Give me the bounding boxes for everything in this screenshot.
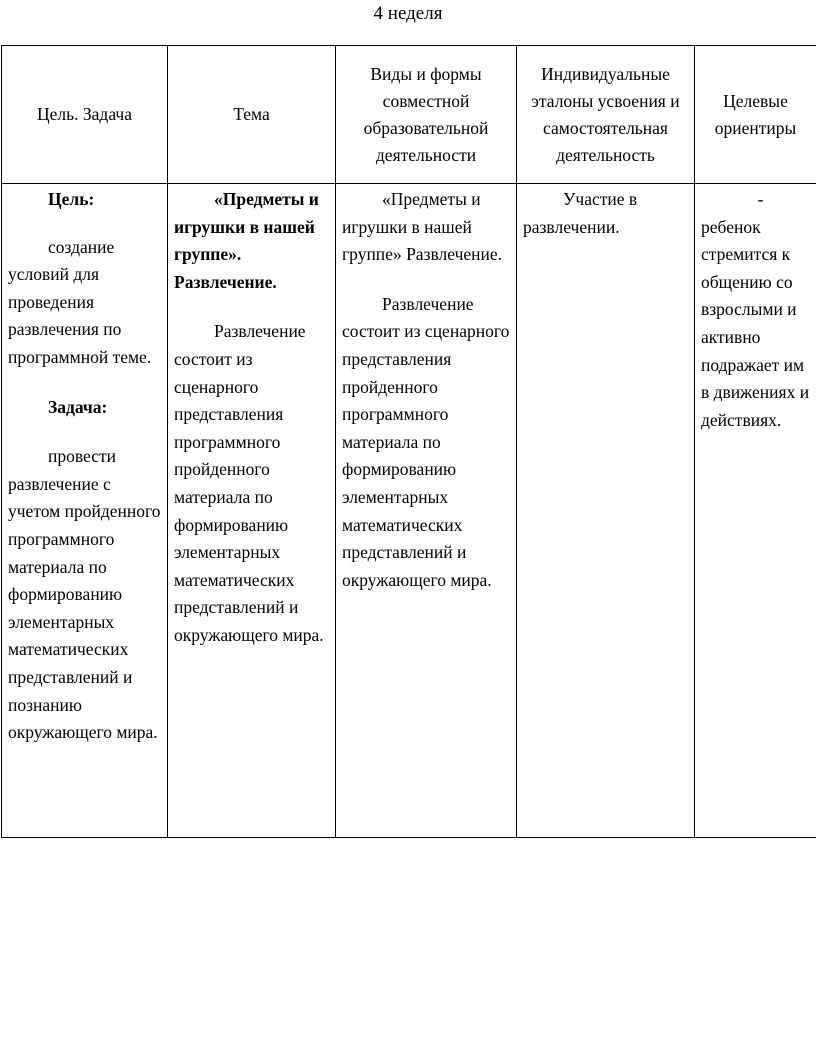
cell-goal-task bbox=[2, 184, 168, 838]
activity-theme: «Предметы и игрушки в нашей группе» Развлечение. bbox=[342, 189, 503, 265]
table-row bbox=[2, 184, 816, 838]
theme-title: «Предметы и игрушки в нашей группе». Развлечение. bbox=[174, 189, 319, 292]
header-theme bbox=[168, 46, 336, 184]
table-header-row bbox=[2, 46, 816, 184]
theme-description: Развлечение состоит из сценарного представления программного пройденного материала по формированию элементарных математических представлений и окружающего мира. bbox=[174, 321, 324, 645]
header-target-guidelines bbox=[695, 46, 816, 184]
cell-activity-forms bbox=[336, 184, 517, 838]
target-dash: - bbox=[757, 189, 764, 209]
target-text: ребенок стремится к общению со взрослыми и активно подражает им в движениях и действиях. bbox=[701, 216, 810, 430]
page-title: 4 неделя bbox=[373, 3, 443, 24]
task-label: Задача: bbox=[48, 396, 108, 417]
header-activity-forms bbox=[336, 46, 517, 184]
cell-theme bbox=[168, 184, 336, 838]
goal-label: Цель: bbox=[48, 189, 95, 209]
goal-text: создание условий для проведения развлечения по программной теме. bbox=[8, 236, 152, 367]
cell-individual-standards bbox=[517, 184, 695, 838]
header-activity-forms-label: Виды и формы совместной образовательной деятельности bbox=[363, 63, 489, 165]
header-goal-task-label: Цель. Задача bbox=[37, 104, 132, 124]
header-individual-standards-label: Индивидуальные эталоны усвоения и самостоятельная деятельность bbox=[531, 63, 680, 165]
header-goal-task bbox=[2, 46, 168, 184]
cell-target-guidelines bbox=[695, 184, 816, 838]
individual-standards-text: Участие в развлечении. bbox=[523, 189, 638, 237]
header-individual-standards bbox=[517, 46, 695, 184]
header-target-guidelines-label: Целевые ориентиры bbox=[714, 90, 797, 138]
plan-table bbox=[1, 45, 816, 838]
header-theme-label: Тема bbox=[233, 104, 270, 124]
task-text: провести развлечение с учетом пройденного программного материала по формированию элементарных математических представлений и познанию окружающего мира. bbox=[8, 446, 161, 743]
activity-description: Развлечение состоит из сценарного представления пройденного программного материала по формированию элементарных математических представлений и окружающего мира. bbox=[342, 293, 510, 590]
